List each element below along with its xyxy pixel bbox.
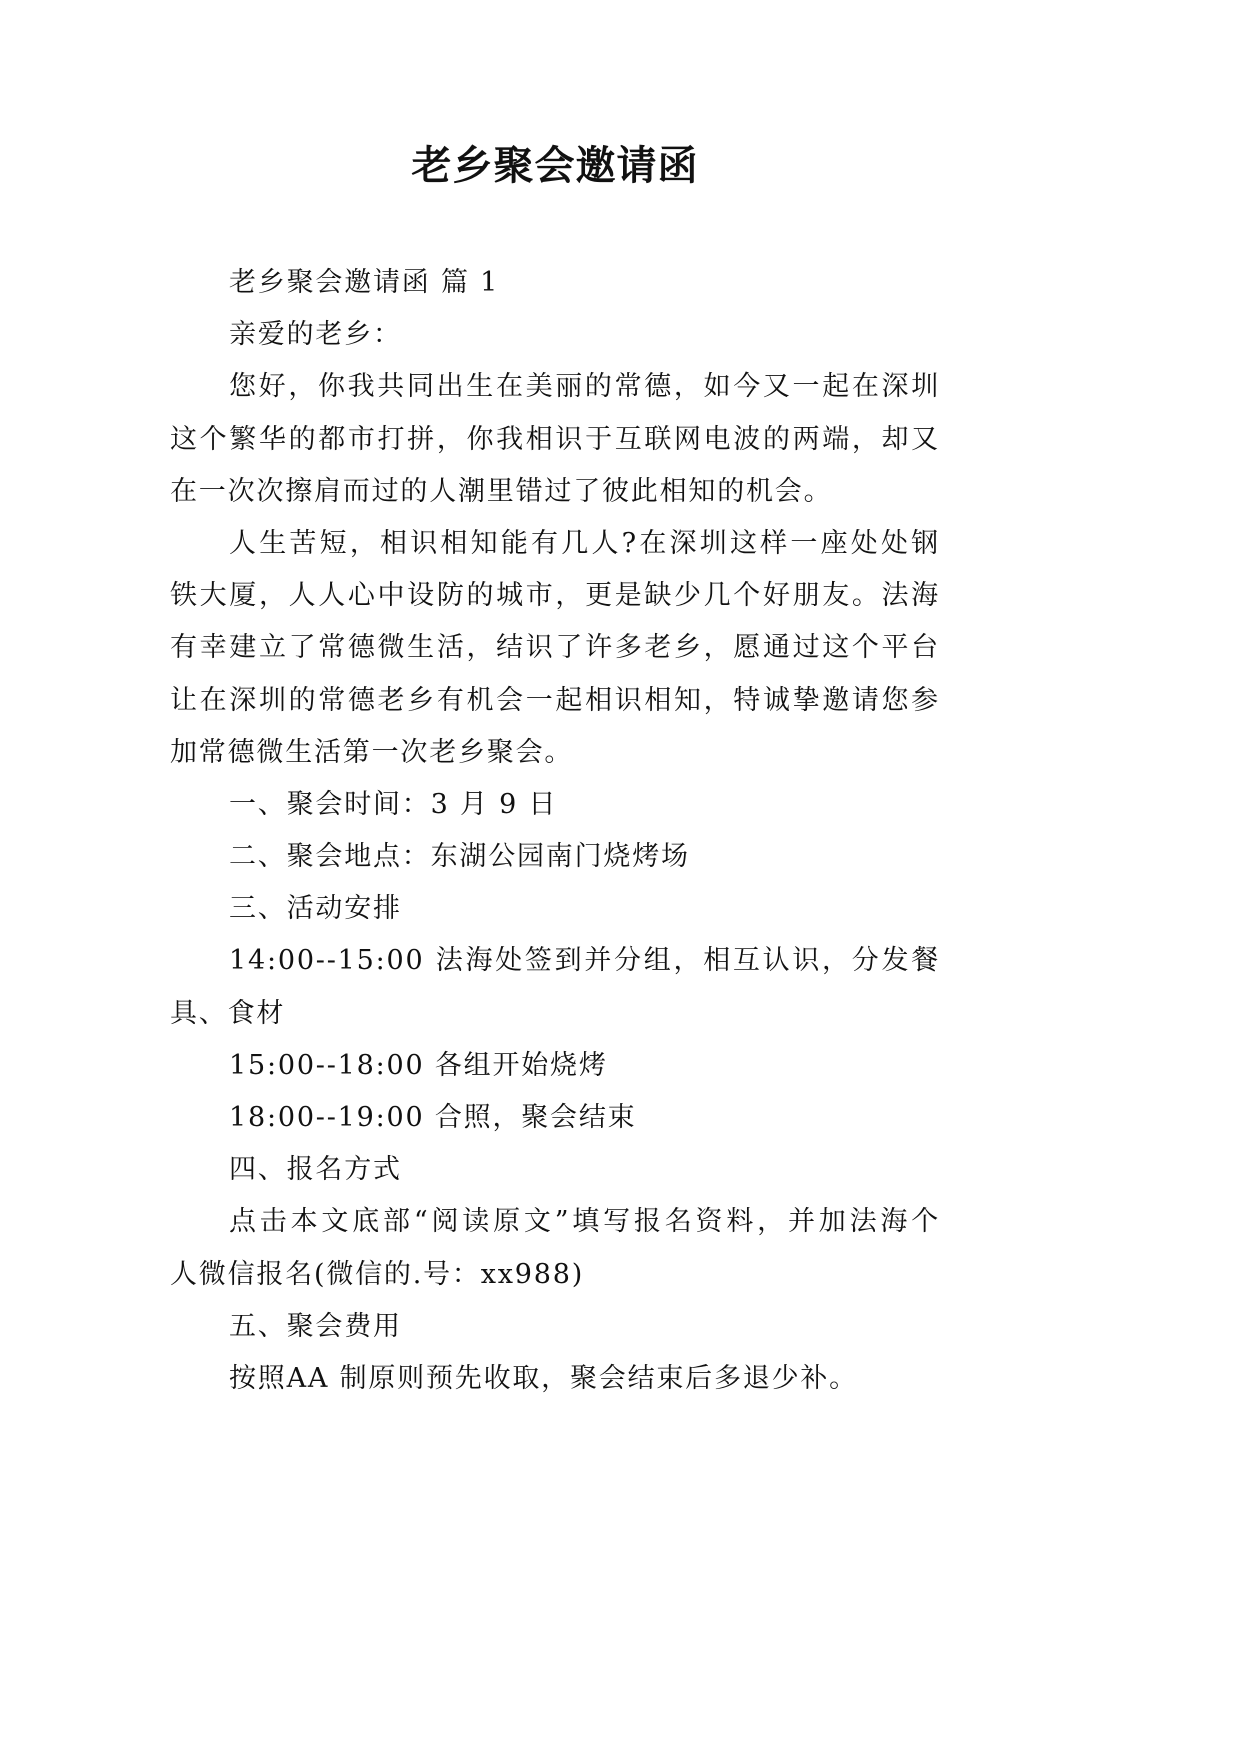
registration-paragraph — [170, 1196, 940, 1300]
document-title: 老乡聚会邀请函 — [411, 142, 699, 189]
invitation-line: 铁大厦，人人心中设防的城市，更是缺少几个好朋友。法海 — [170, 580, 940, 612]
subtitle-line: 老乡聚会邀请函 篇 1 — [229, 267, 500, 298]
schedule-row-3 — [170, 1092, 940, 1144]
meeting-time-line: 一、聚会时间：3 月 9 日 — [229, 788, 558, 820]
salutation-line: 亲爱的老乡： — [229, 319, 402, 351]
registration-heading-line: 四、报名方式 — [229, 1154, 402, 1186]
schedule-heading-line: 三、活动安排 — [229, 893, 402, 925]
greeting-line: 这个繁华的都市打拼，你我相识于互联网电波的两端，却又 — [170, 423, 940, 455]
invitation-line: 人生苦短，相识相知能有几人?在深圳这样一座处处钢 — [229, 527, 940, 559]
schedule-line: 18:00--19:00 合照，聚会结束 — [229, 1102, 637, 1133]
meeting-location-line: 二、聚会地点：东湖公园南门烧烤场 — [229, 841, 690, 873]
invitation-line: 有幸建立了常德微生活，结识了许多老乡，愿通过这个平台 — [170, 632, 940, 664]
salutation — [170, 309, 940, 361]
schedule-heading — [170, 883, 940, 935]
registration-heading — [170, 1144, 940, 1196]
fee-paragraph — [170, 1353, 940, 1405]
meeting-location-item — [170, 831, 940, 883]
document-body — [170, 257, 940, 1405]
schedule-row-1 — [170, 935, 940, 1039]
invitation-line: 让在深圳的常德老乡有机会一起相识相知，特诚挚邀请您参 — [170, 684, 940, 716]
schedule-line: 14:00--15:00 法海处签到并分组，相互认识，分发餐 — [229, 945, 940, 977]
schedule-line: 具、食材 — [170, 997, 286, 1029]
fee-heading-line: 五、聚会费用 — [229, 1310, 402, 1342]
registration-line: 点击本文底部“阅读原文”填写报名资料，并加法海个 — [229, 1206, 940, 1238]
schedule-row-2 — [170, 1040, 940, 1092]
registration-line: 人微信报名(微信的.号：xx988) — [170, 1258, 585, 1290]
meeting-time-item — [170, 779, 940, 831]
greeting-line: 在一次次擦肩而过的人潮里错过了彼此相知的机会。 — [170, 475, 833, 507]
document-subtitle — [170, 257, 940, 309]
greeting-line: 您好，你我共同出生在美丽的常德，如今又一起在深圳 — [229, 371, 940, 403]
invitation-paragraph — [170, 518, 940, 779]
fee-heading — [170, 1301, 940, 1353]
invitation-line: 加常德微生活第一次老乡聚会。 — [170, 736, 574, 768]
greeting-paragraph — [170, 361, 940, 518]
schedule-line: 15:00--18:00 各组开始烧烤 — [229, 1049, 608, 1081]
fee-line: 按照AA 制原则预先收取，聚会结束后多退少补。 — [229, 1362, 858, 1394]
